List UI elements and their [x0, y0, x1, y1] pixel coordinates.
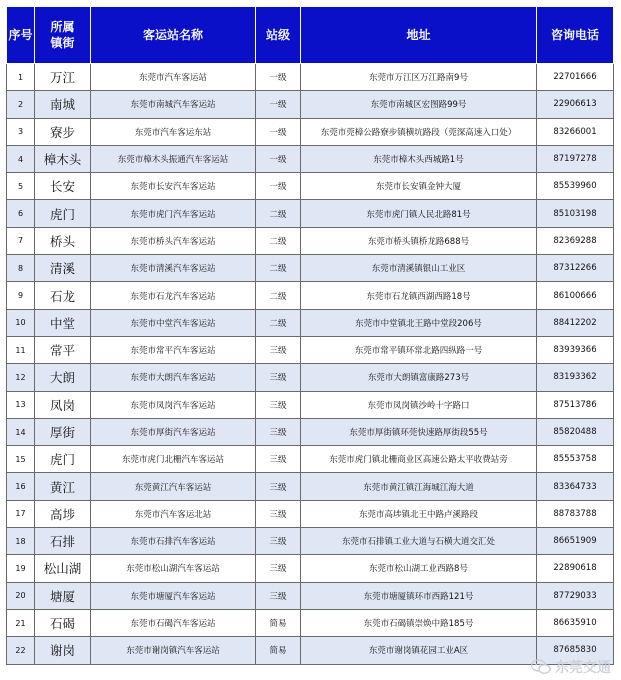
cell-level: 二级 [256, 309, 301, 336]
cell-level: 一级 [256, 91, 301, 118]
table-row [7, 500, 614, 527]
cell-town: 中堂 [35, 309, 91, 336]
cell-level: 一级 [256, 118, 301, 145]
cell-town: 清溪 [35, 255, 91, 282]
cell-town: 虎门 [35, 446, 91, 473]
cell-station: 东莞黄江汽车客运站 [91, 473, 256, 500]
cell-level: 二级 [256, 255, 301, 282]
cell-town: 樟木头 [35, 145, 91, 172]
cell-no: 20 [7, 582, 35, 609]
table-row [7, 91, 614, 118]
cell-town: 石龙 [35, 282, 91, 309]
cell-level: 三级 [256, 555, 301, 582]
cell-no: 16 [7, 473, 35, 500]
cell-no: 11 [7, 336, 35, 363]
cell-phone: 83266001 [537, 118, 614, 145]
cell-level: 一级 [256, 145, 301, 172]
cell-phone: 85539960 [537, 173, 614, 200]
cell-no: 14 [7, 418, 35, 445]
cell-station: 东莞市常平汽车客运站 [91, 336, 256, 363]
header-town [35, 7, 91, 64]
header-level: 站级 [256, 7, 301, 64]
cell-station: 东莞市汽车客运东站 [91, 118, 256, 145]
cell-address: 东莞市石排镇工业大道与石横大道交汇处 [301, 528, 537, 555]
table-row [7, 255, 614, 282]
cell-town: 万江 [35, 64, 91, 91]
table-body [7, 64, 614, 665]
cell-phone: 88783788 [537, 500, 614, 527]
cell-station: 东莞市清溪汽车客运站 [91, 255, 256, 282]
cell-level: 三级 [256, 364, 301, 391]
table-row [7, 227, 614, 254]
cell-town: 石碣 [35, 609, 91, 636]
cell-no: 21 [7, 609, 35, 636]
cell-station: 东莞市石龙汽车客运站 [91, 282, 256, 309]
table-row [7, 282, 614, 309]
cell-town: 高埗 [35, 500, 91, 527]
cell-address: 东莞市虎门镇北栅商业区高速公路太平收费站旁 [301, 446, 537, 473]
table-row [7, 200, 614, 227]
cell-no: 13 [7, 391, 35, 418]
cell-address: 东莞市万江区万江路南9号 [301, 64, 537, 91]
table-row [7, 145, 614, 172]
cell-phone: 83939366 [537, 336, 614, 363]
cell-no: 5 [7, 173, 35, 200]
cell-phone: 85553758 [537, 446, 614, 473]
table-row [7, 418, 614, 445]
table-header-row [7, 7, 614, 64]
cell-station: 东莞市塘厦汽车客运站 [91, 582, 256, 609]
cell-level: 三级 [256, 336, 301, 363]
cell-station: 东莞市谢岗镇汽车客运站 [91, 637, 256, 664]
table-row [7, 391, 614, 418]
cell-no: 2 [7, 91, 35, 118]
cell-phone: 82369288 [537, 227, 614, 254]
cell-level: 简易 [256, 609, 301, 636]
cell-town: 凤岗 [35, 391, 91, 418]
cell-address: 东莞市厚街镇环莞快速路厚街段55号 [301, 418, 537, 445]
cell-phone: 87197278 [537, 145, 614, 172]
cell-station: 东莞市厚街汽车客运站 [91, 418, 256, 445]
cell-no: 15 [7, 446, 35, 473]
table-row [7, 364, 614, 391]
cell-address: 东莞市松山湖工业西路8号 [301, 555, 537, 582]
table-row [7, 609, 614, 636]
cell-no: 12 [7, 364, 35, 391]
cell-address: 东莞市凤岗镇沙岭十字路口 [301, 391, 537, 418]
cell-level: 简易 [256, 637, 301, 664]
cell-phone: 87312266 [537, 255, 614, 282]
cell-address: 东莞市樟木头西城路1号 [301, 145, 537, 172]
cell-no: 18 [7, 528, 35, 555]
header-phone: 咨询电话 [537, 7, 614, 64]
cell-no: 6 [7, 200, 35, 227]
cell-level: 二级 [256, 227, 301, 254]
cell-phone: 88412202 [537, 309, 614, 336]
cell-no: 3 [7, 118, 35, 145]
cell-station: 东莞市大朗汽车客运站 [91, 364, 256, 391]
cell-station: 东莞市松山湖汽车客运站 [91, 555, 256, 582]
header-town-label: 所属镇街 [50, 20, 75, 50]
cell-town: 谢岗 [35, 637, 91, 664]
cell-phone: 85103198 [537, 200, 614, 227]
header-station: 客运站名称 [91, 7, 256, 64]
cell-town: 寮步 [35, 118, 91, 145]
watermark [531, 657, 611, 677]
table-row [7, 637, 614, 664]
cell-phone: 22906613 [537, 91, 614, 118]
cell-address: 东莞市中堂镇北王路中堂段206号 [301, 309, 537, 336]
cell-address: 东莞市黄江镇江海城江海大道 [301, 473, 537, 500]
cell-town: 南城 [35, 91, 91, 118]
station-table [6, 6, 614, 665]
cell-town: 大朗 [35, 364, 91, 391]
wechat-icon [531, 659, 551, 675]
cell-phone: 22701666 [537, 64, 614, 91]
cell-station: 东莞市长安汽车客运站 [91, 173, 256, 200]
cell-address: 东莞市高埗镇北王中路卢溪路段 [301, 500, 537, 527]
cell-phone: 86635910 [537, 609, 614, 636]
table-row [7, 173, 614, 200]
cell-phone: 87729033 [537, 582, 614, 609]
cell-town: 厚街 [35, 418, 91, 445]
table-row [7, 336, 614, 363]
cell-phone: 85820488 [537, 418, 614, 445]
cell-phone: 87685830 [537, 637, 614, 664]
cell-station: 东莞市石碣汽车客运站 [91, 609, 256, 636]
cell-address: 东莞市桥头镇桥龙路688号 [301, 227, 537, 254]
watermark-text: 东莞交通 [555, 660, 611, 676]
table-row [7, 582, 614, 609]
header-address: 地址 [301, 7, 537, 64]
cell-no: 4 [7, 145, 35, 172]
cell-station: 东莞市虎门汽车客运站 [91, 200, 256, 227]
cell-no: 10 [7, 309, 35, 336]
cell-level: 三级 [256, 473, 301, 500]
cell-phone: 87513786 [537, 391, 614, 418]
cell-station: 东莞市桥头汽车客运站 [91, 227, 256, 254]
cell-town: 常平 [35, 336, 91, 363]
cell-no: 7 [7, 227, 35, 254]
cell-station: 东莞市南城汽车客运站 [91, 91, 256, 118]
cell-no: 1 [7, 64, 35, 91]
cell-address: 东莞市大朗镇富康路273号 [301, 364, 537, 391]
cell-station: 东莞市汽车客运北站 [91, 500, 256, 527]
cell-station: 东莞市樟木头振通汽车客运站 [91, 145, 256, 172]
cell-town: 塘厦 [35, 582, 91, 609]
cell-phone: 83364733 [537, 473, 614, 500]
cell-no: 17 [7, 500, 35, 527]
table-row [7, 118, 614, 145]
table-row [7, 446, 614, 473]
cell-address: 东莞市清溪镇银山工业区 [301, 255, 537, 282]
cell-town: 石排 [35, 528, 91, 555]
cell-no: 19 [7, 555, 35, 582]
cell-no: 22 [7, 637, 35, 664]
cell-level: 一级 [256, 64, 301, 91]
table-row [7, 309, 614, 336]
cell-level: 三级 [256, 446, 301, 473]
cell-town: 松山湖 [35, 555, 91, 582]
cell-address: 东莞市莞樟公路寮步镇横坑路段（莞深高速入口处） [301, 118, 537, 145]
cell-phone: 83193362 [537, 364, 614, 391]
cell-no: 9 [7, 282, 35, 309]
cell-address: 东莞市谢岗镇花园工业A区 [301, 637, 537, 664]
cell-address: 东莞市常平镇环常北路四纵路一号 [301, 336, 537, 363]
header-no: 序号 [7, 7, 35, 64]
cell-phone: 86100666 [537, 282, 614, 309]
cell-level: 二级 [256, 282, 301, 309]
cell-level: 三级 [256, 582, 301, 609]
cell-address: 东莞市虎门镇人民北路81号 [301, 200, 537, 227]
table-row [7, 555, 614, 582]
cell-address: 东莞市石龙镇西湖西路18号 [301, 282, 537, 309]
cell-town: 黄江 [35, 473, 91, 500]
cell-level: 二级 [256, 200, 301, 227]
cell-level: 三级 [256, 418, 301, 445]
cell-town: 虎门 [35, 200, 91, 227]
table-row [7, 528, 614, 555]
cell-station: 东莞市汽车客运站 [91, 64, 256, 91]
cell-station: 东莞市虎门北栅汽车客运站 [91, 446, 256, 473]
table-row [7, 473, 614, 500]
cell-level: 三级 [256, 391, 301, 418]
cell-level: 三级 [256, 528, 301, 555]
cell-address: 东莞市塘厦镇环市西路121号 [301, 582, 537, 609]
cell-address: 东莞市长安镇金钟大厦 [301, 173, 537, 200]
cell-town: 桥头 [35, 227, 91, 254]
cell-address: 东莞市南城区宏图路99号 [301, 91, 537, 118]
cell-station: 东莞市凤岗汽车客运站 [91, 391, 256, 418]
cell-phone: 22890618 [537, 555, 614, 582]
cell-town: 长安 [35, 173, 91, 200]
cell-station: 东莞市石排汽车客运站 [91, 528, 256, 555]
cell-station: 东莞市中堂汽车客运站 [91, 309, 256, 336]
cell-level: 一级 [256, 173, 301, 200]
cell-level: 三级 [256, 500, 301, 527]
cell-no: 8 [7, 255, 35, 282]
cell-address: 东莞市石碣镇崇焕中路185号 [301, 609, 537, 636]
table-row [7, 64, 614, 91]
cell-phone: 86651909 [537, 528, 614, 555]
